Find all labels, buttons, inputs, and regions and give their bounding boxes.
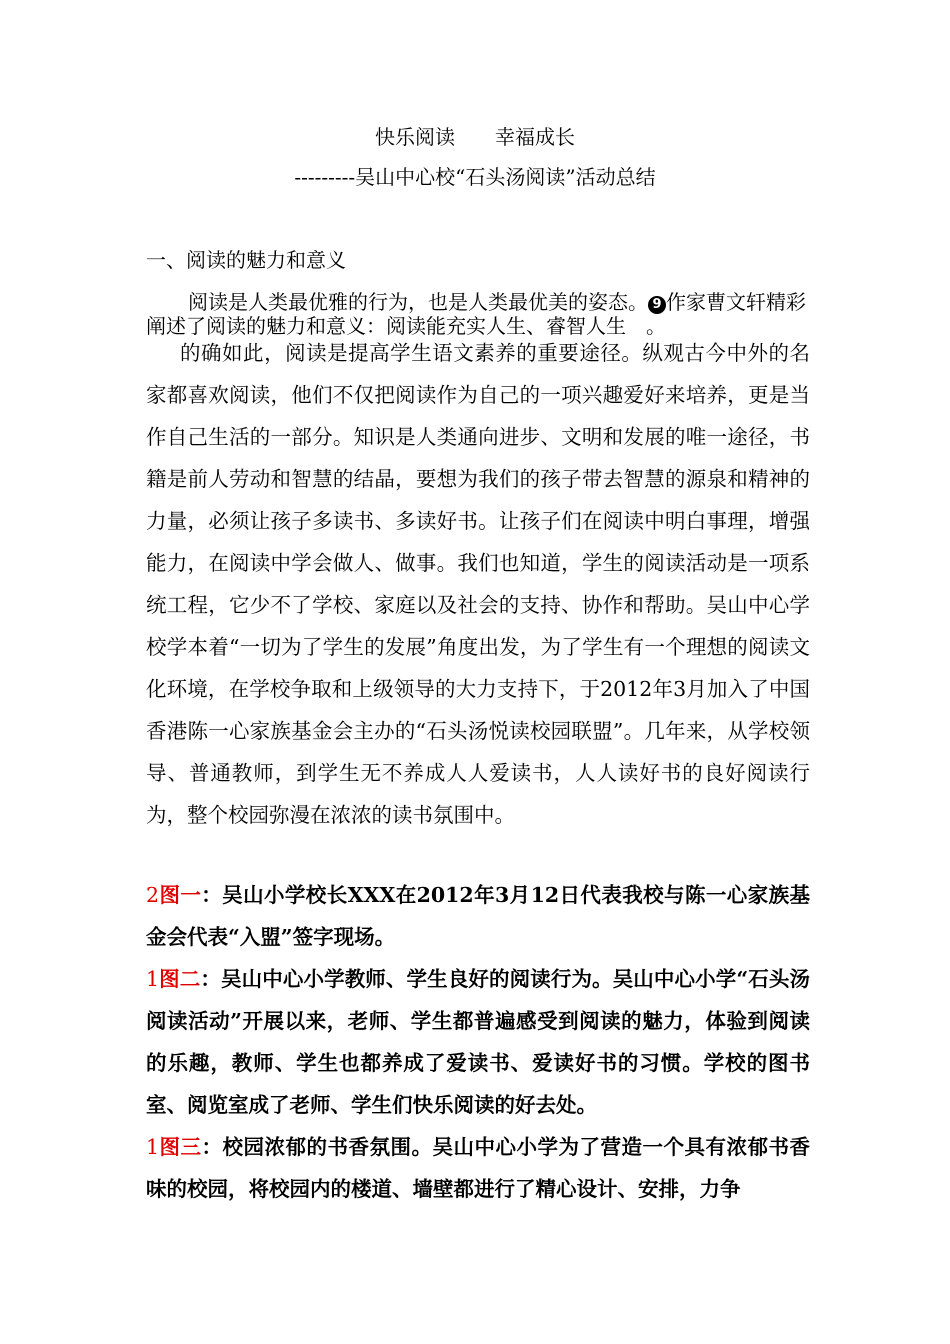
caption-number: 1 [146, 967, 160, 991]
document-title: 快乐阅读 幸福成长 [375, 125, 575, 149]
caption-text: ：吴山中心小学教师、学生良好的阅读行为。吴山中心小学“石头汤阅读活动”开展以来，老师、学生都普遍感受到阅读的魅力，体验到阅读的乐趣，教师、学生也都养成了爱读书、爱读好书的习惯。学校的图书室、阅览室成了老师、学生们快乐阅读的好去处。 [146, 967, 810, 1117]
caption-label: 图三 [159, 1135, 202, 1159]
body-paragraph: 的确如此，阅读是提高学生语文素养的重要途径。纵观古今中外的名家都喜欢阅读，他们不仅把阅读作为自己的一项兴趣爱好来培养，更是当作自己生活的一部分。知识是人类通向进步、文明和发展的唯一途径，书籍是前人劳动和智慧的结晶，要想为我们的孩子带去智慧的源泉和精神的力量，必须让孩子多读书、多读好书。让孩子们在阅读中明白事理，增强能力，在阅读中学会做人、做事。我们也知道，学生的阅读活动是一项系统工程，它少不了学校、家庭以及社会的支持、协作和帮助。吴山中心学校学本着“一切为了学生的发展”角度出发，为了学生有一个理想的阅读文化环境，在学校争取和上级领导的大力支持下，于2012年3月加入了中国香港陈一心家族基金会主办的“石头汤悦读校园联盟”。几年来，从学校领导、普通教师，到学生无不养成人人爱读书，人人读好书的良好阅读行为，整个校园弥漫在浓浓的读书氛围中。 [146, 341, 810, 827]
caption-figure-3 [146, 1126, 810, 1210]
caption-text: ：吴山小学校长XXX在2012年3月12日代表我校与陈一心家族基金会代表“入盟”签字现场。 [146, 883, 810, 949]
caption-text: ：校园浓郁的书香氛围。吴山中心小学为了营造一个具有浓郁书香味的校园，将校园内的楼道、墙壁都进行了精心设计、安排，力争 [146, 1135, 811, 1201]
caption-label: 图一 [159, 883, 202, 907]
document-subtitle: ---------吴山中心校“石头汤阅读”活动总结 [294, 165, 656, 189]
caption-label: 图二 [159, 967, 201, 991]
caption-number: 1 [146, 1135, 160, 1159]
intro-text-after: 作家曹文轩精彩阐述了阅读的魅力和意义：阅读能充实人生、睿智人生 。 [146, 290, 806, 338]
caption-number: 2 [146, 883, 160, 907]
caption-figure-2 [146, 958, 810, 1126]
caption-figure-1 [146, 874, 810, 958]
intro-paragraph [146, 290, 806, 338]
footnote-marker-icon: 9 [648, 296, 666, 314]
intro-text-before: 阅读是人类最优雅的行为，也是人类最优美的姿态。 [188, 290, 648, 314]
section-heading: 一、阅读的魅力和意义 [146, 248, 346, 272]
